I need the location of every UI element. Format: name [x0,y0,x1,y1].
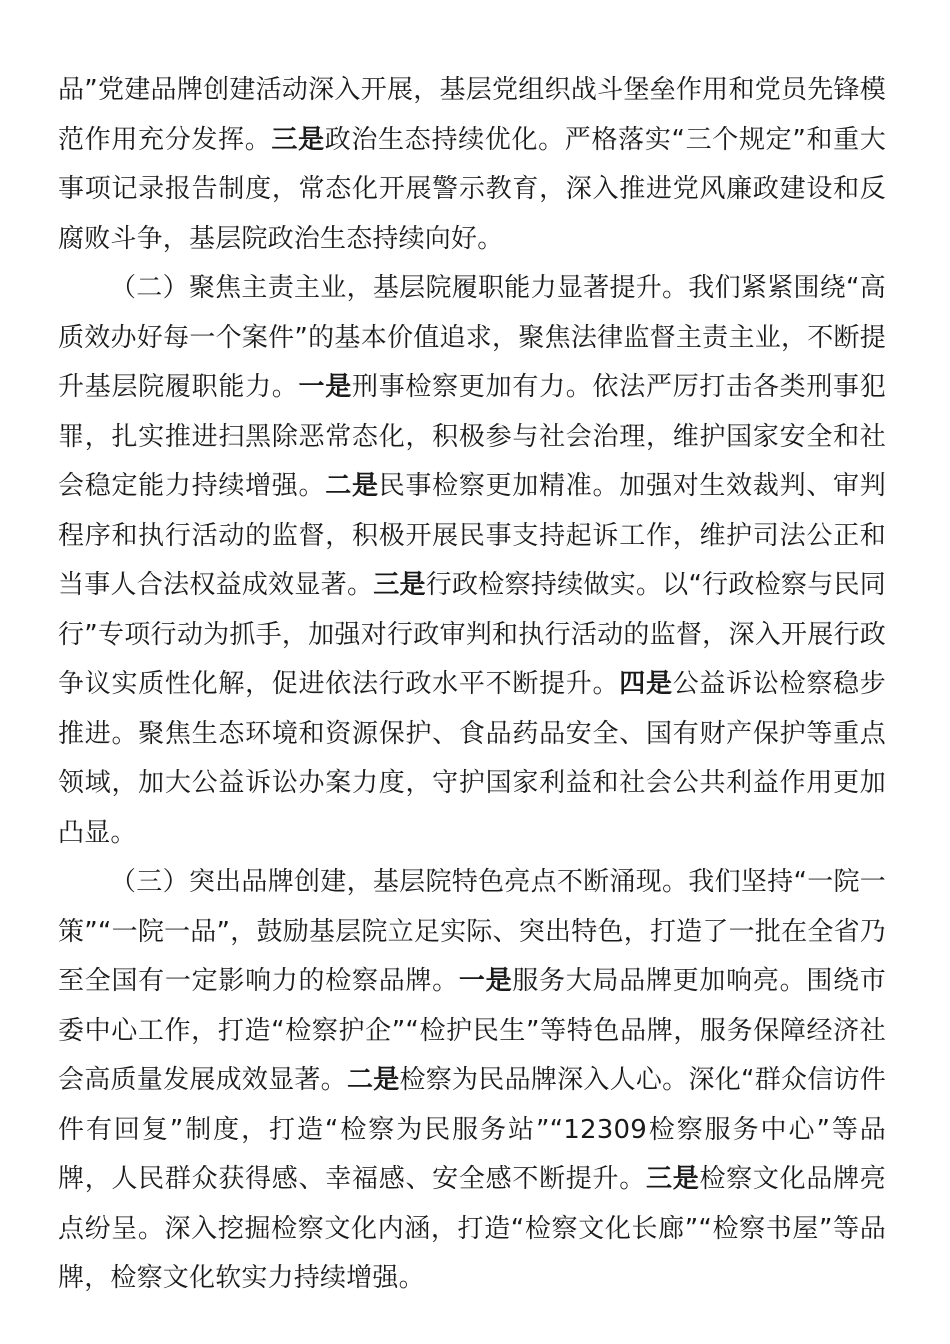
paragraph-text: 民事检察更加精准。加强对生效裁判、审判程序和执行活动的监督，积极开展民事支持起诉工作，维护司法公正和当事人合法权益成效显著。 [58,471,886,600]
paragraph-emphasis: 二是 [325,471,379,501]
paragraph-text: 品”党建品牌创建活动深入开展，基层党组织战斗堡垒作用和党员先锋模范作用充分发挥。 [58,75,886,155]
paragraph-party-building [58,66,886,264]
paragraph-emphasis: 四是 [619,669,673,699]
paragraph-text: 检察为民品牌深入人心。深化“群众信访件件有回复”制度，打造“检察为民服务站”“12309检察服务中心”等品牌，人民群众获得感、幸福感、安全感不断提升。 [58,1065,886,1194]
paragraph-section-two [58,264,886,858]
paragraph-text: （二）聚焦主责主业，基层院履职能力显著提升。我们紧紧围绕“高质效办好每一个案件”的基本价值追求，聚焦法律监督主责主业，不断提升基层院履职能力。 [58,273,886,402]
paragraph-text: （三）突出品牌创建，基层院特色亮点不断涌现。我们坚持“一院一策”“一院一品”，鼓励基层院立足实际、突出特色，打造了一批在全省乃至全国有一定影响力的检察品牌。 [58,867,886,996]
paragraph-emphasis: 一是 [458,966,513,996]
paragraph-emphasis: 三是 [645,1164,700,1194]
paragraph-section-three [58,858,886,1304]
paragraph-text: 政治生态持续优化。严格落实“三个规定”和重大事项记录报告制度，常态化开展警示教育，深入推进党风廉政建设和反腐败斗争，基层院政治生态持续向好。 [58,124,887,254]
paragraph-text: 公益诉讼检察稳步推进。聚焦生态环境和资源保护、食品药品安全、国有财产保护等重点领域，加大公益诉讼办案力度，守护国家利益和社会公共利益作用更加凸显。 [58,669,886,848]
paragraph-emphasis: 二是 [346,1065,400,1095]
paragraph-text: 服务大局品牌更加响亮。围绕市委中心工作，打造“检察护企”“检护民生”等特色品牌，服务保障经济社会高质量发展成效显著。 [58,966,886,1095]
paragraph-text: 检察文化品牌亮点纷呈。深入挖掘检察文化内涵，打造“检察文化长廊”“检察书屋”等品牌，检察文化软实力持续增强。 [58,1164,886,1293]
paragraph-text: 行政检察持续做实。以“行政检察与民同行”专项行动为抓手，加强对行政审判和执行活动的监督，深入开展行政争议实质性化解，促进依法行政水平不断提升。 [58,570,886,699]
paragraph-emphasis: 一是 [298,372,352,402]
paragraph-emphasis: 三是 [271,124,325,155]
document-page [58,66,886,1304]
paragraph-text: 刑事检察更加有力。依法严厉打击各类刑事犯罪，扎实推进扫黑除恶常态化，积极参与社会治理，维护国家安全和社会稳定能力持续增强。 [58,372,886,501]
paragraph-emphasis: 三是 [373,570,426,600]
